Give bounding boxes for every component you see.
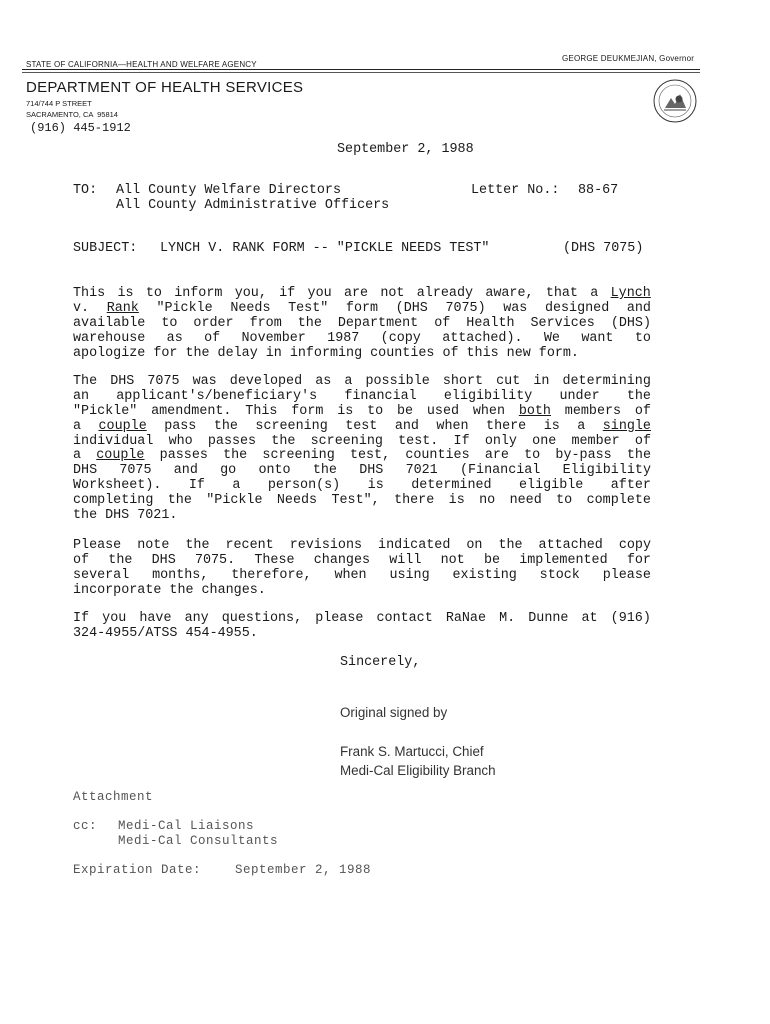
paragraph-contact xyxy=(73,612,651,642)
paragraph-line: warehouse as of November 1987 (copy attached). We want to xyxy=(73,330,651,346)
phone-number: (916) 445-1912 xyxy=(30,121,131,135)
governor-name: GEORGE DEUKMEJIAN, Governor xyxy=(562,54,695,63)
letterhead-rule xyxy=(22,69,700,70)
paragraph-line: individual who passes the screening test. If only one member of xyxy=(73,433,651,449)
signer-name: Frank S. Martucci, Chief xyxy=(340,744,484,759)
paragraph-line: The DHS 7075 was developed as a possible short cut in determining xyxy=(73,374,651,389)
to-line-1: All County Welfare Directors xyxy=(116,183,341,198)
paragraph-line: If you have any questions, please contact RaNae M. Dunne at (916) xyxy=(73,611,651,626)
paragraph-line: v. Rank "Pickle Needs Test" form (DHS 7075) was designed and xyxy=(73,300,651,316)
city-address: SACRAMENTO, CA 95814 xyxy=(26,110,118,119)
street-address: 714/744 P STREET xyxy=(26,99,92,108)
letterhead-rule-secondary xyxy=(22,72,700,73)
paragraph-line: Please note the recent revisions indicated on the attached copy xyxy=(73,538,651,553)
paragraph-line: apologize for the delay in informing counties of this new form. xyxy=(73,345,579,361)
paragraph-line: an applicant's/beneficiary's financial eligibility under the xyxy=(73,388,651,404)
letter-number-label: Letter No.: xyxy=(471,183,560,198)
subject-label: SUBJECT: xyxy=(73,241,138,256)
paragraph-line: several months, therefore, when using existing stock please xyxy=(73,567,651,583)
paragraph-line: a couple pass the screening test and when there is a single xyxy=(73,418,651,434)
to-label: TO: xyxy=(73,183,98,198)
signer-title: Medi-Cal Eligibility Branch xyxy=(340,763,496,778)
paragraph-line: available to order from the Department of Health Services (DHS) xyxy=(73,315,651,331)
department-name: DEPARTMENT OF HEALTH SERVICES xyxy=(26,79,304,96)
letter-number-value: 88-67 xyxy=(578,183,619,198)
attachment-note: Attachment xyxy=(73,790,154,804)
cc-label: cc: xyxy=(73,819,98,833)
to-line-2: All County Administrative Officers xyxy=(116,198,390,213)
paragraph-line: DHS 7075 and go onto the DHS 7021 (Financial Eligibility xyxy=(73,463,651,479)
paragraph-line: 324-4955/ATSS 454-4955. xyxy=(73,625,258,641)
paragraph-line: "Pickle" amendment. This form is to be used when both members of xyxy=(73,403,651,419)
paragraph-intro xyxy=(73,287,651,361)
closing: Sincerely, xyxy=(340,655,421,670)
paragraph-line: a couple passes the screening test, counties are to by-pass the xyxy=(73,448,651,464)
paragraph-line: completing the "Pickle Needs Test", there is no need to complete xyxy=(73,493,651,509)
paragraph-line: of the DHS 7075. These changes will not be implemented for xyxy=(73,552,651,568)
cc-line-2: Medi-Cal Consultants xyxy=(118,834,279,848)
subject-text: LYNCH V. RANK FORM -- "PICKLE NEEDS TEST" xyxy=(160,241,490,256)
expiration-date: September 2, 1988 xyxy=(235,863,372,877)
letter-date: September 2, 1988 xyxy=(337,142,474,157)
subject-form-code: (DHS 7075) xyxy=(563,241,644,256)
state-seal-icon xyxy=(652,78,698,124)
paragraph-line: This is to inform you, if you are not already aware, that a Lynch xyxy=(73,286,651,301)
cc-line-1: Medi-Cal Liaisons xyxy=(118,819,255,833)
paragraph-revisions xyxy=(73,539,651,599)
expiration-label: Expiration Date: xyxy=(73,863,202,877)
paragraph-line: the DHS 7021. xyxy=(73,508,178,524)
paragraph-development xyxy=(73,375,651,524)
paragraph-line: Worksheet). If a person(s) is determined eligible after xyxy=(73,478,651,494)
signature-note: Original signed by xyxy=(340,705,448,720)
agency-name: STATE OF CALIFORNIA—HEALTH AND WELFARE AGENCY xyxy=(26,60,257,69)
paragraph-line: incorporate the changes. xyxy=(73,582,266,598)
